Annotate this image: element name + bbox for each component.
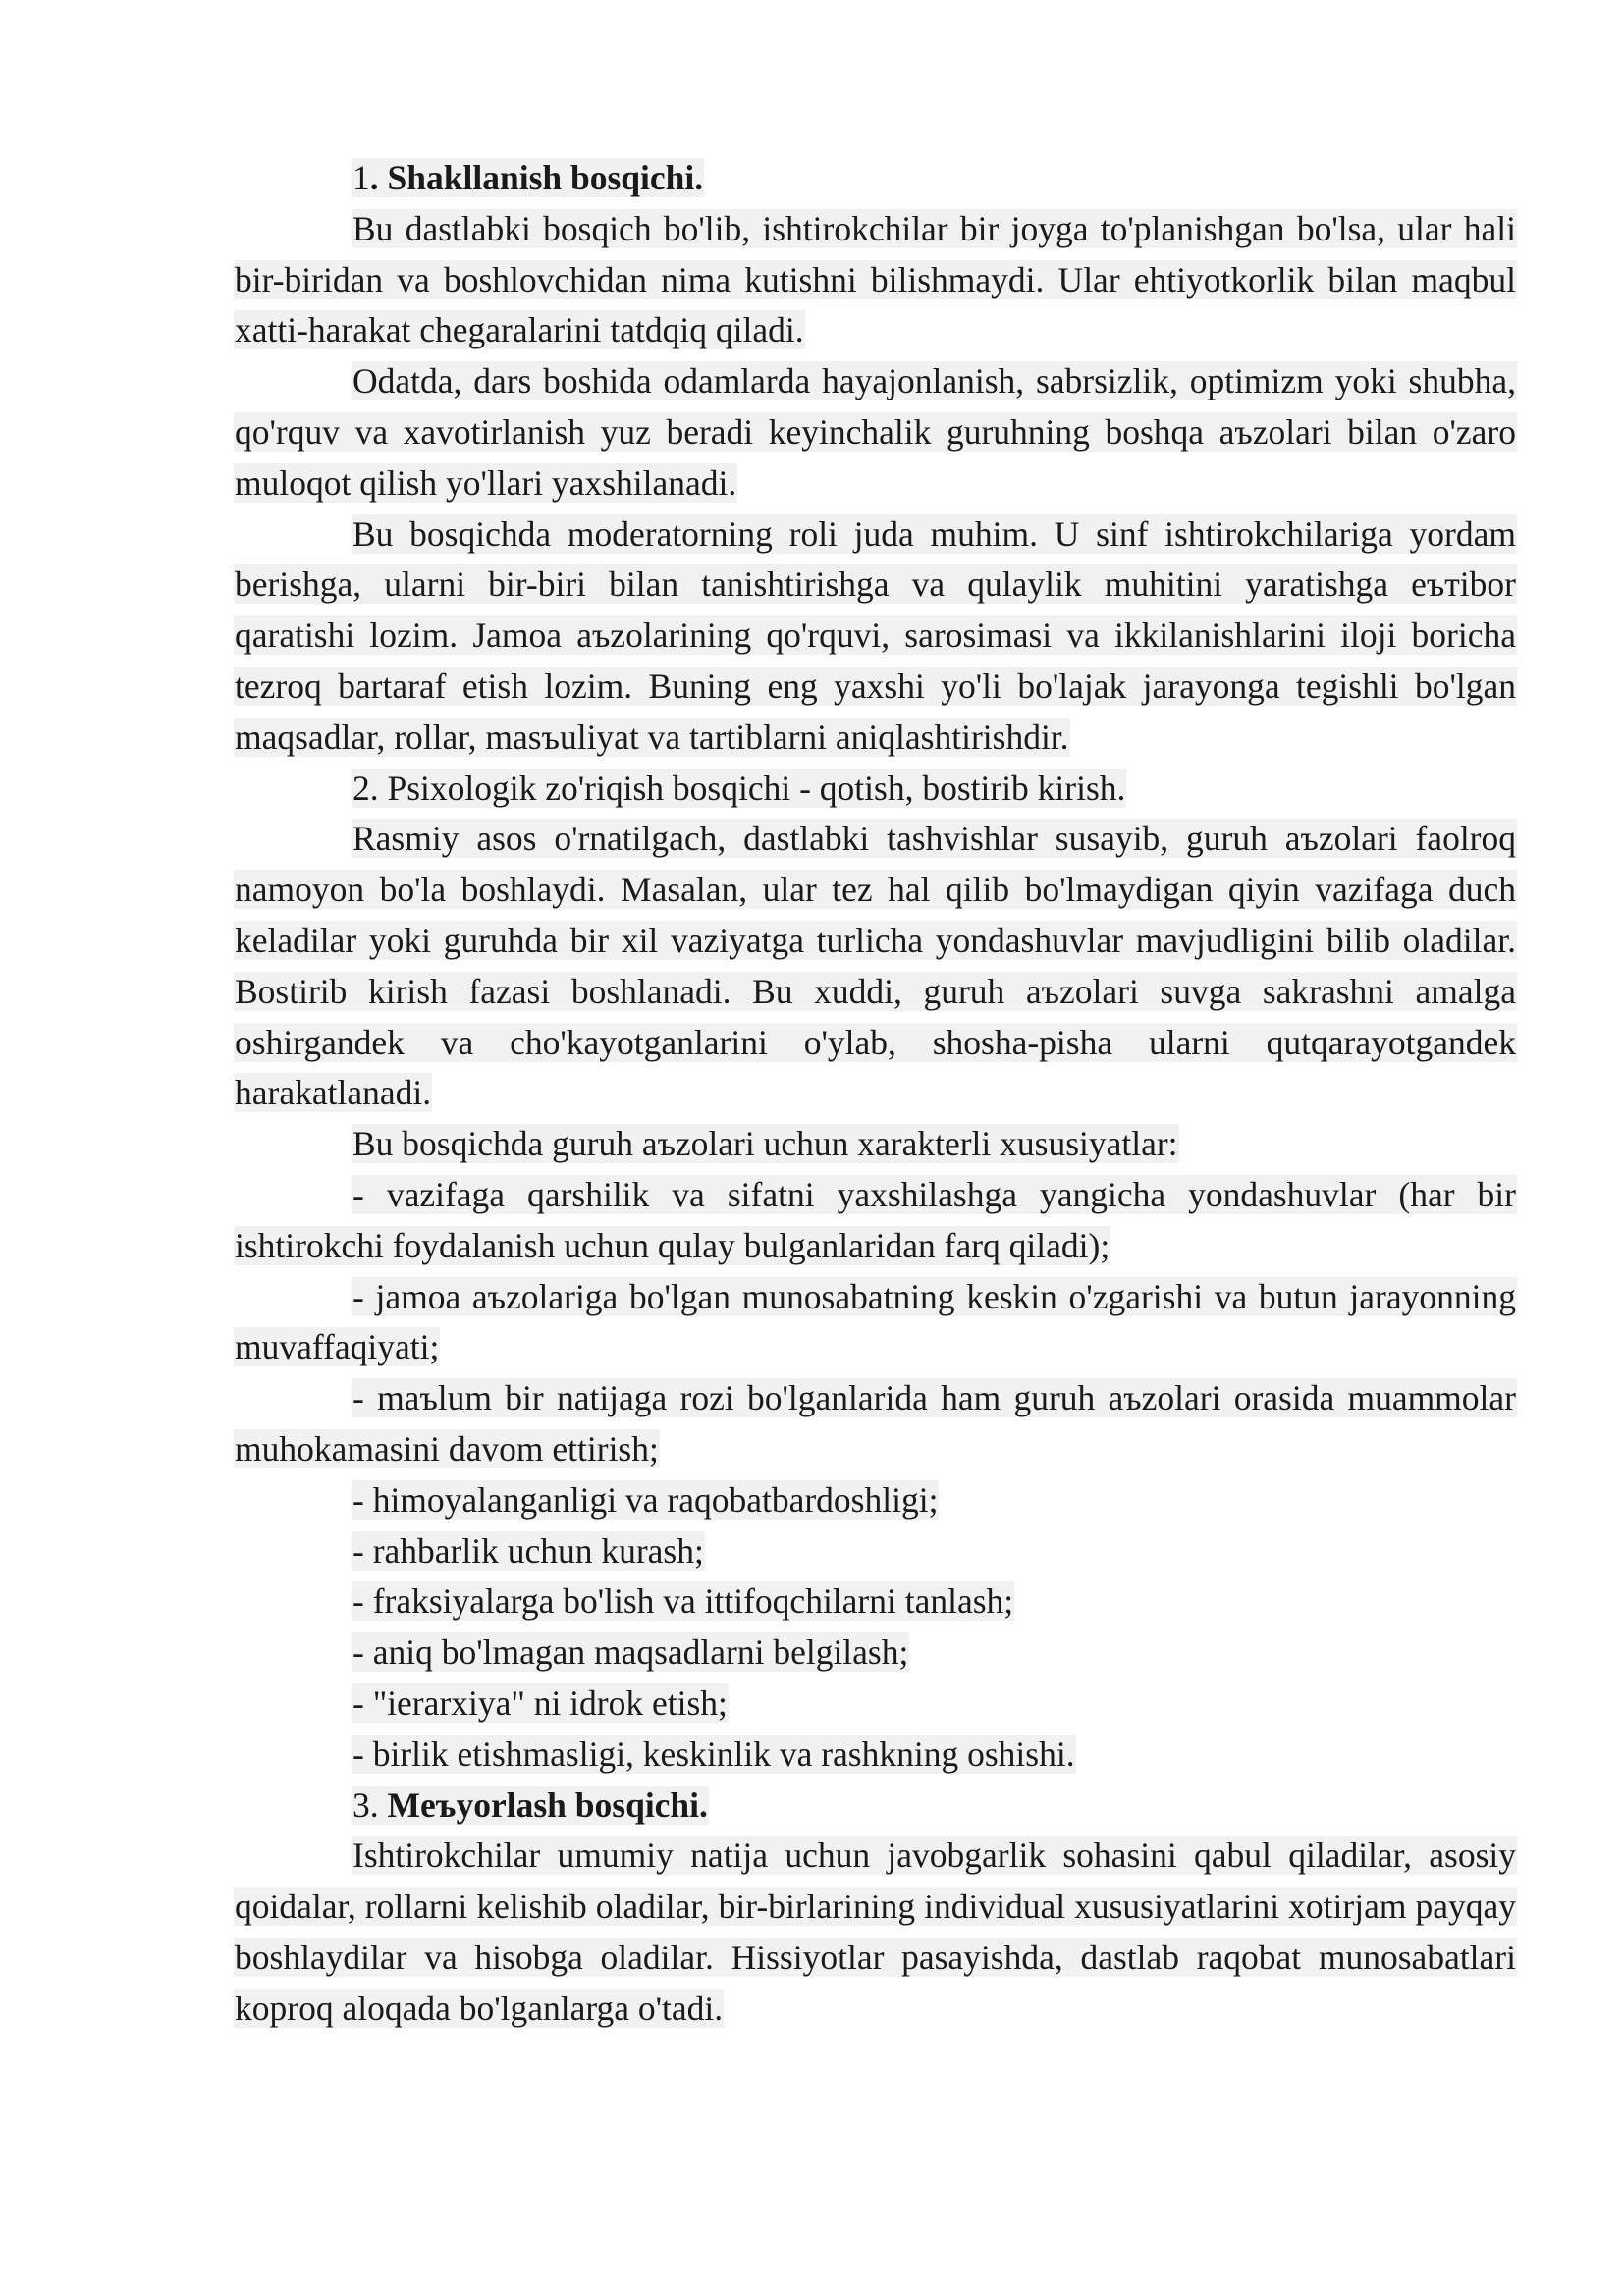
list-item [234, 1730, 1517, 1781]
heading-title: . Shakllanish bosqichi. [369, 158, 704, 197]
paragraph-features-intro [234, 1119, 1517, 1170]
list-item-text: - vazifaga qarshilik va sifatni yaxshilashga yangicha yondashuvlar (har bir ishtirokchi foydalanish uchun qulay bulganlaridan farq qiladi); [235, 1174, 1516, 1265]
heading-psixologik [234, 764, 1517, 815]
heading-title: Meъyorlash bosqichi. [387, 1785, 708, 1825]
list-item-text: - himoyalanganligi va raqobatbardoshligi; [352, 1479, 939, 1520]
heading-shakllanish [234, 153, 1517, 204]
heading-number: 3. [352, 1785, 388, 1825]
paragraph-intro-text: Bu dastlabki bosqich bo'lib, ishtirokchilar bir joyga to'planishgan bo'lsa, ular hali bir-biridan va boshlovchidan nima kutishni bilishmaydi. Ular ehtiyotkorlik bilan maqbul xatti-harakat chegaralarini tatdqiq qiladi. [235, 208, 1516, 350]
heading-number: 1 [352, 158, 370, 197]
list-item [234, 1679, 1517, 1730]
heading-psixologik-text: 2. Psixologik zo'riqish bosqichi - qotish, bostirib kirish. [352, 768, 1126, 808]
list-item-text: - "ierarxiya" ni idrok etish; [352, 1682, 728, 1723]
list-item [234, 1576, 1517, 1628]
paragraph-rasmiy [234, 814, 1517, 1119]
list-item-text: - fraksiyalarga bo'lish va ittifoqchilarni tanlash; [352, 1581, 1014, 1622]
document-page [234, 153, 1517, 2034]
list-item [234, 1628, 1517, 1679]
paragraph-rasmiy-text: Rasmiy asos o'rnatilgach, dastlabki tashvishlar susayib, guruh aъzolari faolroq namoyon bo'la boshlaydi. Masalan, ular tez hal qilib bo'lmaydigan qiyin vazifaga duch keladilar yoki guruhda bir xil vaziyatga turlicha yondashuvlar mavjudligini bilib oladilar. Bostirib kirish fazasi boshlanadi. Bu xuddi, guruh aъzolari suvga sakrashni amalga oshirgandek va cho'kayotganlarini o'ylab, shosha-pisha ularni qutqarayotgandek harakatlanadi. [235, 819, 1516, 1113]
heading-meyorlash [234, 1781, 1517, 1832]
list-item-text: - maъlum bir natijaga rozi bo'lganlarida ham guruh aъzolari orasida muammolar muhokamasini davom ettirish; [235, 1378, 1516, 1468]
paragraph-ishtirokchilar [234, 1831, 1517, 2034]
list-item-text: - aniq bo'lmagan maqsadlarni belgilash; [352, 1632, 909, 1673]
paragraph-features-intro-text: Bu bosqichda guruh aъzolari uchun xarakterli xususiyatlar: [352, 1124, 1178, 1164]
paragraph-emotions-text: Odatda, dars boshida odamlarda hayajonlanish, sabrsizlik, optimizm yoki shubha, qo'rquv va xavotirlanish yuz beradi keyinchalik guruhning boshqa aъzolari bilan o'zaro muloqot qilish yo'llari yaxshilanadi. [235, 361, 1516, 503]
paragraph-moderator [234, 509, 1517, 764]
list-item [234, 1272, 1517, 1374]
list-item [234, 1475, 1517, 1526]
list-item [234, 1170, 1517, 1272]
list-item [234, 1373, 1517, 1475]
paragraph-moderator-text: Bu bosqichda moderatorning roli juda muhim. U sinf ishtirokchilariga yordam berishga, ularni bir-biri bilan tanishtirishga va qulaylik muhitini yaratishga eътibor qaratishi lozim. Jamoa aъzolarining qo'rquvi, sarosimasi va ikkilanishlarini iloji boricha tezroq bartaraf etish lozim. Buning eng yaxshi yo'li bo'lajak jarayonga tegishli bo'lgan maqsadlar, rollar, masъuliyat va tartiblarni aniqlashtirishdir. [235, 513, 1516, 757]
list-item-text: - rahbarlik uchun kurash; [352, 1530, 704, 1571]
paragraph-ishtirokchilar-text: Ishtirokchilar umumiy natija uchun javobgarlik sohasini qabul qiladilar, asosiy qoidalar, rollarni kelishib oladilar, bir-birlarining individual xususiyatlarini xotirjam payqay boshlaydilar va hisobga oladilar. Hissiyotlar pasayishda, dastlab raqobat munosabatlari koproq aloqada bo'lganlarga o'tadi. [235, 1836, 1516, 2028]
paragraph-intro [234, 204, 1517, 356]
list-item [234, 1526, 1517, 1577]
list-item-text: - jamoa aъzolariga bo'lgan munosabatning keskin o'zgarishi va butun jarayonning muvaffaqiyati; [235, 1276, 1516, 1367]
list-item-text: - birlik etishmasligi, keskinlik va rashkning oshishi. [352, 1734, 1075, 1774]
paragraph-emotions [234, 356, 1517, 508]
